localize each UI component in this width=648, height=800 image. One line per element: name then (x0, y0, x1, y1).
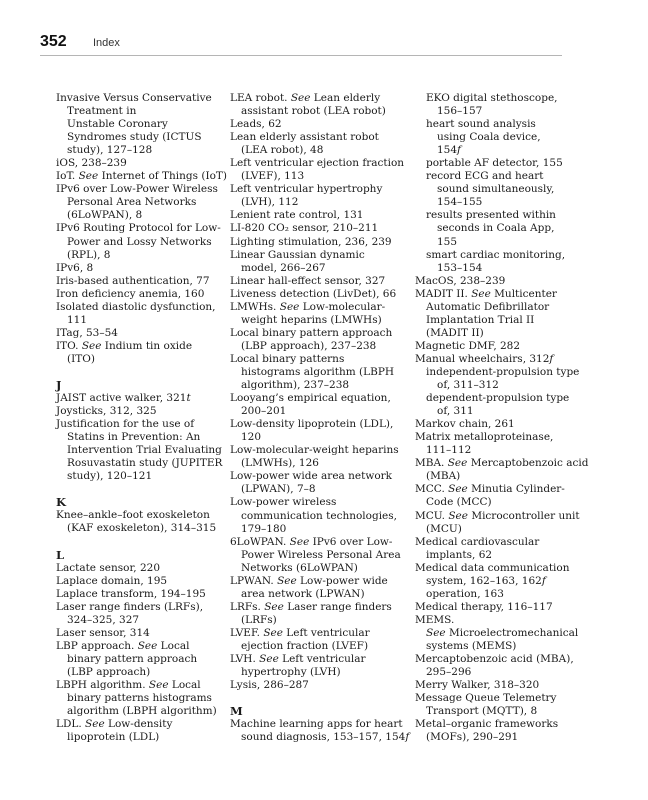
index-entry: Iron deficiency anemia, 160 (56, 287, 205, 300)
index-entry: Treatment in (67, 105, 137, 118)
index-entry: Markov chain, 261 (415, 418, 515, 431)
index-letter-heading: M (230, 704, 243, 719)
index-entry: Metal–organic frameworks (415, 718, 559, 731)
index-entry: Rosuvastatin study (JUPITER (67, 457, 223, 470)
index-entry: Isolated diastolic dysfunction, (56, 300, 216, 313)
index-entry: 154–155 (437, 196, 483, 209)
index-entry: MADIT II. See Multicenter (415, 287, 557, 300)
index-entry: results presented within (426, 209, 556, 222)
index-entry: independent-propulsion type (426, 365, 580, 378)
index-entry: LBPH algorithm. See Local (56, 678, 201, 691)
index-entry: Medical data communication (415, 561, 570, 574)
index-entry: model, 266–267 (241, 261, 326, 274)
index-entry: JAIST active walker, 321t (56, 392, 191, 405)
index-entry: 111–112 (426, 444, 472, 457)
index-letter-heading: L (56, 547, 65, 562)
index-entry: Networks (6LoWPAN) (241, 561, 358, 574)
index-entry: Linear Gaussian dynamic (230, 248, 365, 261)
index-entry: system, 162–163, 162f (426, 574, 546, 587)
index-entry: sound diagnosis, 153–157, 154f (241, 731, 410, 744)
index-entry: Liveness detection (LivDet), 66 (230, 287, 397, 300)
index-column-2 (230, 92, 410, 744)
index-entry: Lenient rate control, 131 (230, 209, 364, 222)
index-entry: LI-820 CO₂ sensor, 210–211 (230, 222, 379, 235)
index-entry: Lysis, 286–287 (230, 679, 309, 692)
index-entry: Implantation Trial II (426, 313, 535, 326)
index-entry: Looyang’s empirical equation, (230, 392, 391, 405)
index-entry: Mercaptobenzoic acid (MBA), (415, 653, 574, 666)
index-entry: algorithm), 237–238 (241, 379, 350, 392)
index-entry: study), 127–128 (67, 144, 153, 157)
index-entry: LEA robot. See Lean elderly (230, 92, 381, 104)
index-entry: 200–201 (241, 405, 287, 418)
index-entry: MCU. See Microcontroller unit (415, 509, 580, 522)
index-entry: binary patterns histograms (67, 692, 212, 705)
index-entry: (LEA robot), 48 (241, 144, 324, 157)
index-entry: Left ventricular ejection fraction (230, 157, 405, 170)
index-entry: 6LoWPAN. See IPv6 over Low- (230, 535, 393, 548)
index-column-1 (56, 92, 228, 744)
index-entry: ejection fraction (LVEF) (241, 639, 369, 652)
index-entry: (MADIT II) (426, 326, 484, 339)
index-entry: Machine learning apps for heart (230, 718, 403, 731)
index-entry: Power and Lossy Networks (67, 235, 212, 248)
index-entry: LVH. See Left ventricular (230, 653, 366, 666)
index-entry: Justification for the use of (56, 418, 195, 431)
index-entry: Laplace transform, 194–195 (56, 587, 206, 600)
index-entry: binary pattern approach (67, 652, 198, 665)
index-entry: (MCU) (426, 522, 462, 535)
index-entry: dependent-propulsion type (426, 392, 570, 405)
index-entry: (LMWHs), 126 (241, 457, 319, 470)
index-entry: Intervention Trial Evaluating (67, 444, 222, 457)
index-entry: Joysticks, 312, 325 (56, 405, 157, 418)
index-entry: LVEF. See Left ventricular (230, 626, 370, 639)
index-entry: (LVH), 112 (241, 196, 299, 209)
index-entry: Low-power wide area network (230, 470, 393, 483)
index-entry: systems (MEMS) (426, 639, 517, 652)
index-entry: Lactate sensor, 220 (56, 561, 161, 574)
index-entry: lipoprotein (LDL) (67, 731, 160, 744)
index-entry: of, 311 (437, 405, 474, 418)
index-entry: See Microelectromechanical (426, 626, 579, 639)
index-entry: 111 (67, 313, 88, 326)
index-entry: LBP approach. See Local (56, 639, 190, 652)
section-gap (56, 536, 222, 549)
index-entry: IPv6 over Low-Power Wireless (56, 183, 218, 196)
index-entry: Syndromes study (ICTUS (67, 131, 202, 144)
index-entry: Left ventricular hypertrophy (230, 183, 383, 196)
index-entry: Statins in Prevention: An (67, 431, 201, 444)
index-entry: LMWHs. See Low-molecular- (230, 300, 386, 313)
running-title: Index (93, 37, 120, 49)
index-letter-heading: J (56, 377, 62, 392)
index-entry: Medical therapy, 116–117 (415, 600, 553, 613)
index-entry: 324–325, 327 (67, 613, 140, 626)
index-entry: 155 (437, 235, 458, 248)
index-entry: seconds in Coala App, (437, 222, 555, 235)
index-entry: Manual wheelchairs, 312f (415, 352, 554, 365)
index-entry: sound simultaneously, (437, 183, 555, 196)
index-entry: area network (LPWAN) (241, 587, 365, 600)
index-entry: (KAF exoskeleton), 314–315 (67, 522, 217, 535)
index-entry: Message Queue Telemetry (415, 692, 557, 705)
index-entry: 295–296 (426, 666, 472, 679)
index-entry: study), 120–121 (67, 470, 153, 483)
index-entry: MacOS, 238–239 (415, 274, 506, 287)
index-entry: 156–157 (437, 105, 483, 118)
index-entry: Code (MCC) (426, 496, 492, 509)
index-entry: Low-density lipoprotein (LDL), (230, 418, 394, 431)
index-entry: 120 (241, 431, 262, 444)
index-entry: Medical cardiovascular (415, 535, 540, 548)
index-entry: Invasive Versus Conservative (56, 92, 212, 104)
index-entry: 154f (437, 144, 461, 157)
index-entry: iOS, 238–239 (56, 157, 127, 170)
index-entry: IPv6, 8 (56, 261, 94, 274)
index-entry: Local binary patterns (230, 352, 345, 365)
index-column-3 (415, 92, 605, 744)
index-entry: Unstable Coronary (67, 118, 168, 131)
index-entry: Matrix metalloproteinase, (415, 431, 554, 444)
index-entry: Linear hall-effect sensor, 327 (230, 274, 386, 287)
index-entry: smart cardiac monitoring, (426, 248, 566, 261)
section-gap (56, 366, 222, 379)
index-letter-heading: K (56, 495, 66, 510)
index-entry: Magnetic DMF, 282 (415, 339, 521, 352)
index-entry: MBA. See Mercaptobenzoic acid (415, 457, 589, 470)
index-entry: algorithm (LBPH algorithm) (67, 705, 217, 718)
index-entry: record ECG and heart (426, 170, 544, 183)
index-entry: Lean elderly assistant robot (230, 131, 379, 144)
index-entry: IoT. See Internet of Things (IoT) (56, 170, 228, 183)
index-entry: MEMS. (415, 613, 455, 626)
index-entry: 153–154 (437, 261, 483, 274)
index-entry: (LVEF), 113 (241, 170, 305, 183)
index-entry: (LBP approach), 237–238 (241, 339, 377, 352)
index-entry: (LRFs) (241, 613, 277, 626)
index-entry: (ITO) (67, 352, 95, 365)
index-entry: LRFs. See Laser range finders (230, 600, 392, 613)
index-entry: LDL. See Low-density (56, 718, 173, 731)
index-entry: (MBA) (426, 470, 461, 483)
index-entry: communication technologies, (241, 509, 397, 522)
index-entry: ITO. See Indium tin oxide (56, 339, 193, 352)
index-entry: Leads, 62 (230, 118, 282, 131)
index-entry: EKO digital stethoscope, (426, 92, 558, 104)
index-entry: assistant robot (LEA robot) (241, 105, 386, 118)
index-entry: Automatic Defibrillator (426, 300, 550, 313)
index-entry: weight heparins (LMWHs) (241, 313, 382, 326)
index-entry: ITag, 53–54 (56, 326, 118, 339)
index-entry: using Coala device, (437, 131, 541, 144)
index-entry: Power Wireless Personal Area (241, 548, 401, 561)
index-entry: Low-power wireless (230, 496, 337, 509)
index-entry: (MOFs), 290–291 (426, 731, 519, 744)
index-entry: 179–180 (241, 522, 287, 535)
index-entry: Laplace domain, 195 (56, 574, 168, 587)
index-entry: Knee–ankle–foot exoskeleton (56, 509, 210, 522)
index-entry: implants, 62 (426, 548, 493, 561)
index-entry: Merry Walker, 318–320 (415, 679, 540, 692)
index-entry: Laser sensor, 314 (56, 626, 150, 639)
index-entry: Local binary pattern approach (230, 326, 393, 339)
index-entry: Iris-based authentication, 77 (56, 274, 210, 287)
index-entry: Lighting stimulation, 236, 239 (230, 235, 392, 248)
index-entry: Transport (MQTT), 8 (426, 705, 538, 718)
index-entry: (LBP approach) (67, 665, 151, 678)
index-entry: Personal Area Networks (67, 196, 197, 209)
index-entry: LPWAN. See Low-power wide (230, 574, 388, 587)
section-gap (230, 692, 406, 705)
index-entry: Laser range finders (LRFs), (56, 600, 204, 613)
index-entry: hypertrophy (LVH) (241, 666, 341, 679)
index-entry: portable AF detector, 155 (426, 157, 563, 170)
index-entry: heart sound analysis (426, 118, 536, 131)
page-number: 352 (40, 33, 67, 50)
index-entry: (RPL), 8 (67, 248, 111, 261)
index-entry: of, 311–312 (437, 379, 499, 392)
page-header (40, 33, 562, 56)
index-entry: MCC. See Minutia Cylinder- (415, 483, 565, 496)
index-entry: IPv6 Routing Protocol for Low- (56, 222, 221, 235)
index-entry: Low-molecular-weight heparins (230, 444, 399, 457)
index-entry: operation, 163 (426, 587, 504, 600)
index-entry: histograms algorithm (LBPH (241, 365, 395, 378)
index-entry: (LPWAN), 7–8 (241, 483, 316, 496)
section-gap (56, 483, 222, 496)
index-entry: (6LoWPAN), 8 (67, 209, 143, 222)
